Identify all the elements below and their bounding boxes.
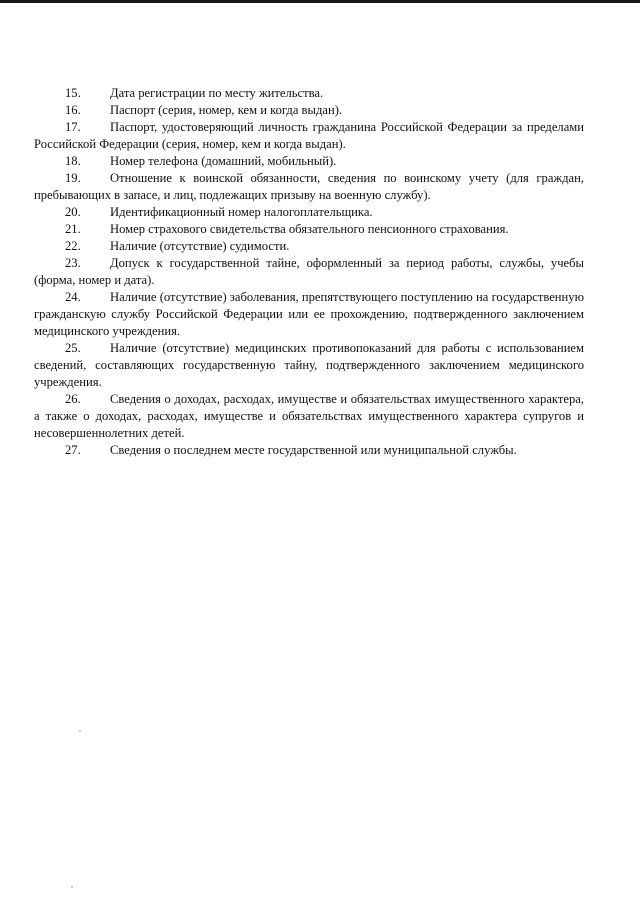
list-item: [34, 153, 584, 170]
item-number: 18.: [65, 154, 81, 168]
list-item: [34, 221, 584, 238]
item-text: Паспорт (серия, номер, кем и когда выдан).: [110, 103, 343, 117]
list-item: [34, 442, 584, 459]
list-item: [34, 340, 584, 391]
list-item: [34, 255, 584, 289]
item-text: Номер телефона (домашний, мобильный).: [110, 154, 337, 168]
item-text: Допуск к государственной тайне, оформленный за период работы, службы, учебы (форма, номер и дата).: [34, 256, 584, 287]
item-number: 22.: [65, 239, 81, 253]
item-text: Идентификационный номер налогоплательщика.: [110, 205, 373, 219]
item-text: Дата регистрации по месту жительства.: [110, 86, 324, 100]
item-text: Сведения о доходах, расходах, имуществе и обязательствах имущественного характера, а также о доходах, расходах, имуществе и обязательствах имущественного характера супругов и несовершеннолетних детей.: [34, 392, 584, 440]
item-number: 23.: [65, 256, 81, 270]
list-item: [34, 289, 584, 340]
item-text: Сведения о последнем месте государственной или муниципальной службы.: [110, 443, 517, 457]
item-text: Наличие (отсутствие) медицинских противопоказаний для работы с использованием сведений, составляющих государственную тайну, подтвержденного заключением медицинского учреждения.: [34, 341, 584, 389]
list-item: [34, 85, 584, 102]
item-number: 19.: [65, 171, 81, 185]
item-number: 17.: [65, 120, 81, 134]
list-item: [34, 102, 584, 119]
top-border-line: [0, 0, 640, 3]
item-text: Отношение к воинской обязанности, сведения по воинскому учету (для граждан, пребывающих в запасе, и лиц, подлежащих призыву на военную службу).: [34, 171, 584, 202]
item-text: Паспорт, удостоверяющий личность гражданина Российской Федерации за пределами Российской Федерации (серия, номер, кем и когда выдан).: [34, 120, 584, 151]
item-number: 16.: [65, 103, 81, 117]
list-item: [34, 170, 584, 204]
document-body: [34, 85, 584, 459]
scan-speck: [71, 886, 73, 888]
item-text: Наличие (отсутствие) судимости.: [110, 239, 290, 253]
list-item: [34, 391, 584, 442]
item-text: Номер страхового свидетельства обязательного пенсионного страхования.: [110, 222, 509, 236]
item-number: 24.: [65, 290, 81, 304]
list-item: [34, 119, 584, 153]
item-number: 26.: [65, 392, 81, 406]
item-number: 21.: [65, 222, 81, 236]
list-item: [34, 204, 584, 221]
scan-speck: [79, 730, 81, 732]
item-text: Наличие (отсутствие) заболевания, препятствующего поступлению на государственную гражданскую службу Российской Федерации или ее прохождению, подтвержденного заключением медицинского учреждения.: [34, 290, 584, 338]
list-item: [34, 238, 584, 255]
item-number: 20.: [65, 205, 81, 219]
item-number: 27.: [65, 443, 81, 457]
item-number: 15.: [65, 86, 81, 100]
item-number: 25.: [65, 341, 81, 355]
